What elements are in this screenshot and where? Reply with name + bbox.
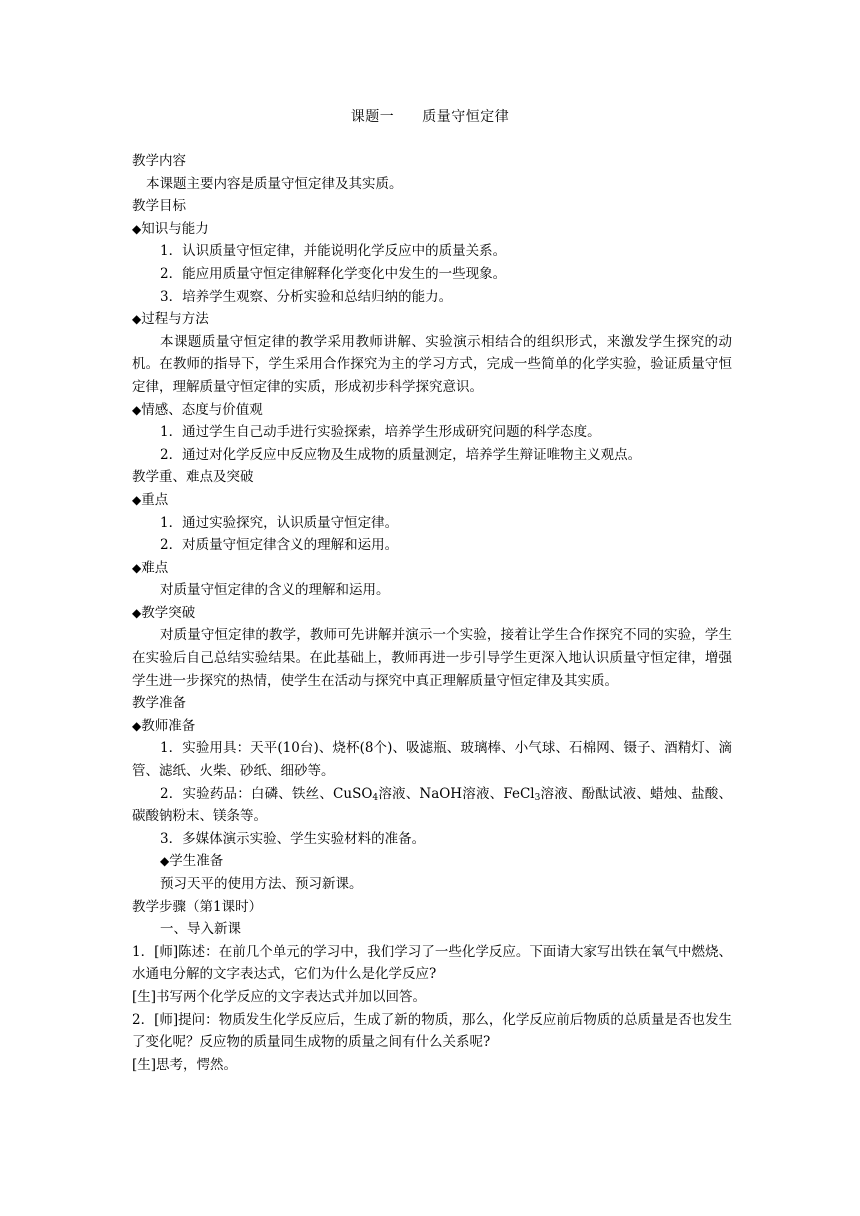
page-title [0,106,860,126]
list-item: 1．通过实验探究，认识质量守恒定律。 [160,514,399,531]
section-heading-preparation: 教学准备 [132,695,186,712]
list-item: 2．能应用质量守恒定律解释化学变化中发生的一些现象。 [160,265,507,282]
prep-item-chemicals: 2．实验药品：白磷、铁丝、CuSO$_4$溶液、NaOH溶液、FeCl$_3$溶液、酚酞试液、蜡烛、盐酸、碳酸钠粉末、镁条等。 [132,785,732,825]
list-item: 2．通过对化学反应中反应物及生成物的质量测定，培养学生辩证唯物主义观点。 [160,446,642,463]
section-heading-key-points: 教学重、难点及突破 [132,469,254,486]
diamond-bullet-icon: ◆ [132,221,142,236]
content-text: 本课题主要内容是质量守恒定律及其实质。 [146,175,403,192]
prep-item-media: 3．多媒体演示实验、学生实验材料的准备。 [160,830,426,847]
diamond-bullet-icon: ◆ [132,605,142,620]
dialog-line: [生]书写两个化学反应的文字表达式并加以回答。 [132,988,427,1005]
dialog-line: 2．[师]提问：物质发生化学反应后，生成了新的物质，那么，化学反应前后物质的总质量是否也发生了变化呢？反应物的质量同生成物的质量之间有什么关系呢? [132,1011,732,1051]
subheading-student-prep: ◆学生准备 [160,853,224,870]
diamond-bullet-icon: ◆ [132,312,142,327]
subheading-difficulty: ◆难点 [132,559,169,576]
subheading-process: ◆过程与方法 [132,311,209,328]
document-body [132,150,732,1076]
subheading-teacher-prep: ◆教师准备 [132,717,196,734]
diamond-bullet-icon: ◆ [132,402,142,417]
process-paragraph: 本课题质量守恒定律的教学采用教师讲解、实验演示相结合的组织形式，来激发学生探究的动机。在教师的指导下，学生采用合作探究为主的学习方式，完成一些简单的化学实验，验证质量守恒定律，理解质量守恒定律的实质，形成初步科学探究意识。 [132,333,732,395]
diamond-bullet-icon: ◆ [132,718,142,733]
subheading-attitude: ◆情感、态度与价值观 [132,401,263,418]
section-heading-content: 教学内容 [132,153,186,169]
subheading-breakthrough: ◆教学突破 [132,604,196,621]
list-item: 1．通过学生自己动手进行实验探索，培养学生形成研究问题的科学态度。 [160,424,601,441]
subheading-focus: ◆重点 [132,491,169,508]
subheading-knowledge: ◆知识与能力 [132,220,209,237]
dialog-line: [生]思考，愕然。 [132,1056,238,1073]
prep-item-equipment: 1．实验用具：天平(10台)、烧杯(8个)、吸滤瓶、玻璃棒、小气球、石棉网、镊子、酒精灯、滴管、滤纸、火柴、砂纸、细砂等。 [132,740,732,780]
section-heading-goals: 教学目标 [132,198,186,215]
list-item: 3．培养学生观察、分析实验和总结归纳的能力。 [160,288,453,305]
list-item: 2．对质量守恒定律含义的理解和运用。 [160,537,399,554]
list-item: 1．认识质量守恒定律，并能说明化学反应中的质量关系。 [160,243,507,260]
lesson-number: 课题一 [350,109,395,125]
dialog-line: 1．[师]陈述：在前几个单元的学习中，我们学习了一些化学反应。下面请大家写出铁在氧气中燃烧、水通电分解的文字表达式，它们为什么是化学反应? [132,943,732,983]
diamond-bullet-icon: ◆ [132,560,142,575]
lesson-title: 质量守恒定律 [422,109,510,125]
diamond-bullet-icon: ◆ [132,492,142,507]
breakthrough-paragraph: 对质量守恒定律的教学，教师可先讲解并演示一个实验，接着让学生合作探究不同的实验，学生在实验后自己总结实验结果。在此基础上，教师再进一步引导学生更深入地认识质量守恒定律，增强学生进一步探究的热情，使学生在活动与探究中真正理解质量守恒定律及其实质。 [132,627,732,689]
diamond-bullet-icon: ◆ [160,854,170,869]
step-heading-intro: 一、导入新课 [160,921,241,938]
student-prep-text: 预习天平的使用方法、预习新课。 [160,876,363,892]
difficulty-text: 对质量守恒定律的含义的理解和运用。 [160,582,390,599]
section-heading-steps: 教学步骤（第1课时） [132,898,263,915]
